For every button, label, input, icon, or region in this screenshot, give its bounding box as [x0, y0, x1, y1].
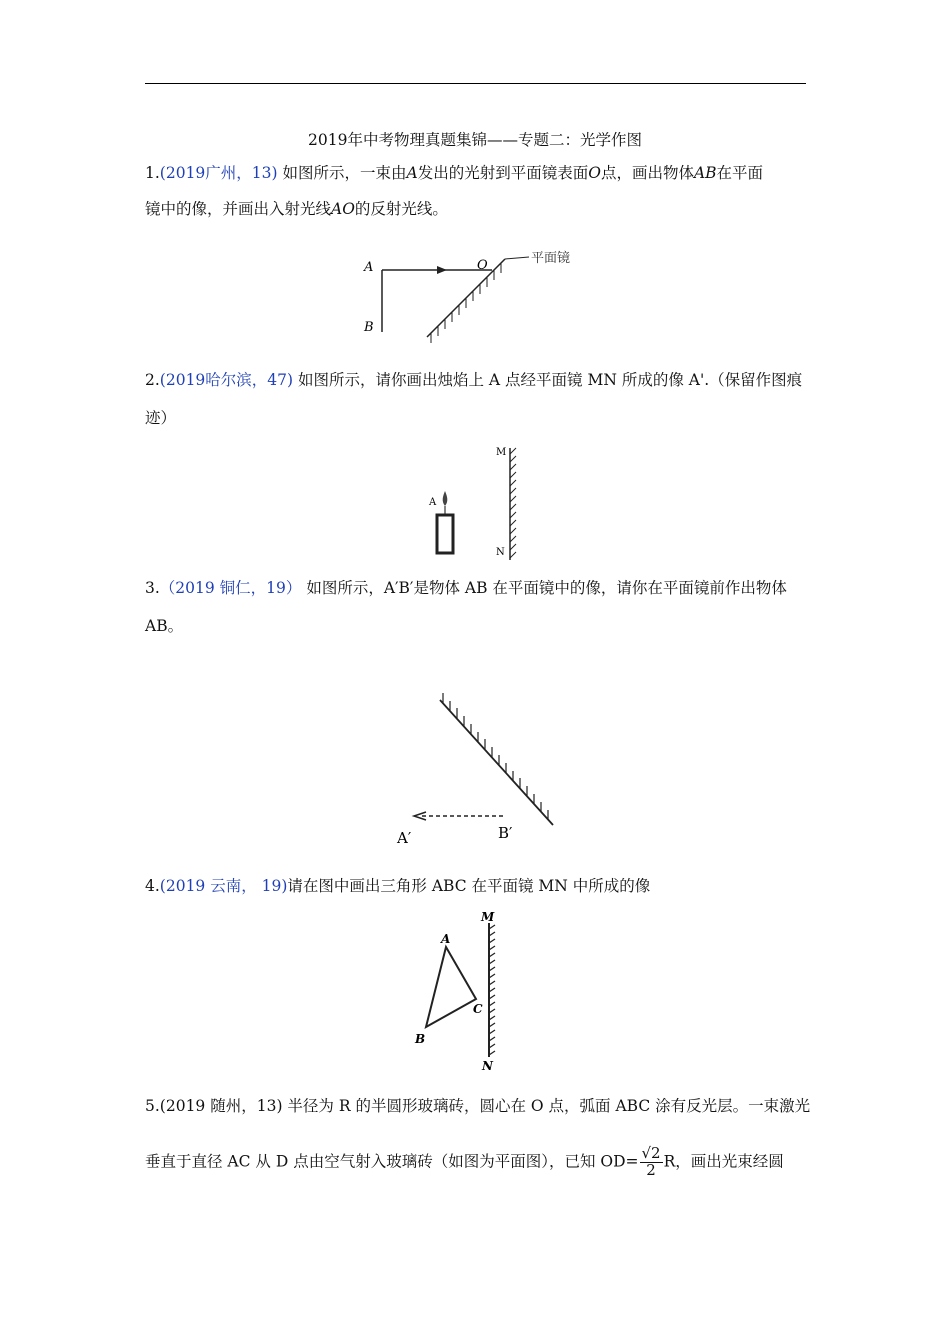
fig1-mirror-label: 平面镜 [531, 251, 571, 266]
question-1-text: 点，画出物体 [600, 164, 694, 182]
fig1-label-b: B [364, 320, 374, 335]
fig4-triangle-abc [426, 947, 476, 1027]
question-2-source: (2019哈尔滨，47) [159, 371, 294, 389]
question-5-line-1 [145, 1096, 811, 1116]
fig4-label-n: N [482, 1059, 493, 1073]
question-1-number: 1. [145, 164, 160, 182]
question-4-text: 请在图中画出三角形 ABC 在平面镜 MN 中所成的像 [287, 877, 651, 895]
question-5-line-2 [145, 1146, 807, 1179]
fig2-flame [443, 491, 448, 506]
question-5-text: 垂直于直径 AC 从 D 点由空气射入玻璃砖（如图为平面图），已知 OD= [145, 1152, 639, 1171]
question-3-number: 3. [145, 579, 160, 597]
question-2-text: 如图所示，请你画出烛焰上 A 点经平面镜 MN 所成的像 A'.（保留作图痕 [293, 371, 803, 389]
question-2-number: 2. [145, 371, 160, 389]
question-4-source: (2019 云南， 19) [159, 877, 288, 895]
question-5-number: 5. [145, 1097, 160, 1115]
fig1-label-a: A [364, 260, 374, 275]
question-3-line-1 [145, 578, 807, 598]
document-title: 2019年中考物理真题集锦——专题二：光学作图 [308, 131, 642, 149]
question-2-line-2: 迹） [145, 409, 177, 427]
fig2-mirror-hatching [510, 448, 516, 558]
question-2-line-1 [145, 370, 807, 390]
question-3-text: 如图所示，A′B′是物体 AB 在平面镜中的像，请你在平面镜前作出物体 [301, 579, 787, 597]
figure-4 [405, 905, 520, 1075]
question-1-text: 如图所示，一束由 [277, 164, 407, 182]
fig2-label-a: A [429, 497, 437, 508]
fig4-label-c: C [473, 1002, 483, 1016]
question-5-fraction [640, 1146, 663, 1179]
question-1-var-o: O [588, 164, 601, 182]
fraction-numerator: √2 [641, 1144, 661, 1162]
fig2-label-n: N [496, 547, 505, 558]
question-5-source: (2019 随州，13) [159, 1097, 283, 1115]
fig4-label-b: B [415, 1032, 426, 1046]
question-4-line-1 [145, 876, 807, 896]
question-1-text: 镜中的像，并画出入射光线 [145, 200, 332, 218]
figure-3 [385, 685, 570, 850]
fig3-label-b-prime: B′ [498, 824, 513, 842]
question-1-line-2 [145, 199, 807, 219]
question-3-source: （2019 铜仁，19） [159, 579, 302, 597]
fig1-leader-line [505, 257, 529, 259]
fig4-label-m: M [481, 910, 495, 924]
figure-1 [355, 245, 595, 350]
fig3-mirror [440, 700, 553, 825]
fig1-arrowhead [437, 266, 447, 274]
question-1-line-1 [145, 163, 807, 183]
question-1-var-a: A [406, 164, 418, 182]
question-4-number: 4. [145, 877, 160, 895]
question-1-text: 发出的光射到平面镜表面 [417, 164, 589, 182]
fig1-mirror-hatching [431, 263, 501, 343]
question-5-text: R，画出光束经圆 [663, 1152, 784, 1171]
question-1-text: 的反射光线。 [354, 200, 448, 218]
header-rule [145, 83, 806, 84]
fig4-label-a: A [441, 932, 451, 946]
fig2-label-m: M [496, 447, 507, 458]
fig1-label-o: O [477, 258, 488, 273]
fig3-label-a-prime: A′ [397, 829, 412, 847]
question-1-text: 在平面 [716, 164, 764, 182]
question-3-line-2: AB。 [145, 617, 184, 635]
fraction-denominator: 2 [646, 1160, 656, 1179]
question-5-text: 半径为 R 的半圆形玻璃砖，圆心在 O 点，弧面 ABC 涂有反光层。一束激光 [282, 1097, 811, 1115]
fig2-candle [437, 515, 453, 553]
question-1-var-ao: AO [331, 200, 355, 218]
figure-2 [420, 440, 530, 565]
question-1-source: (2019广州，13) [159, 164, 278, 182]
question-1-var-ab: AB [693, 164, 717, 182]
